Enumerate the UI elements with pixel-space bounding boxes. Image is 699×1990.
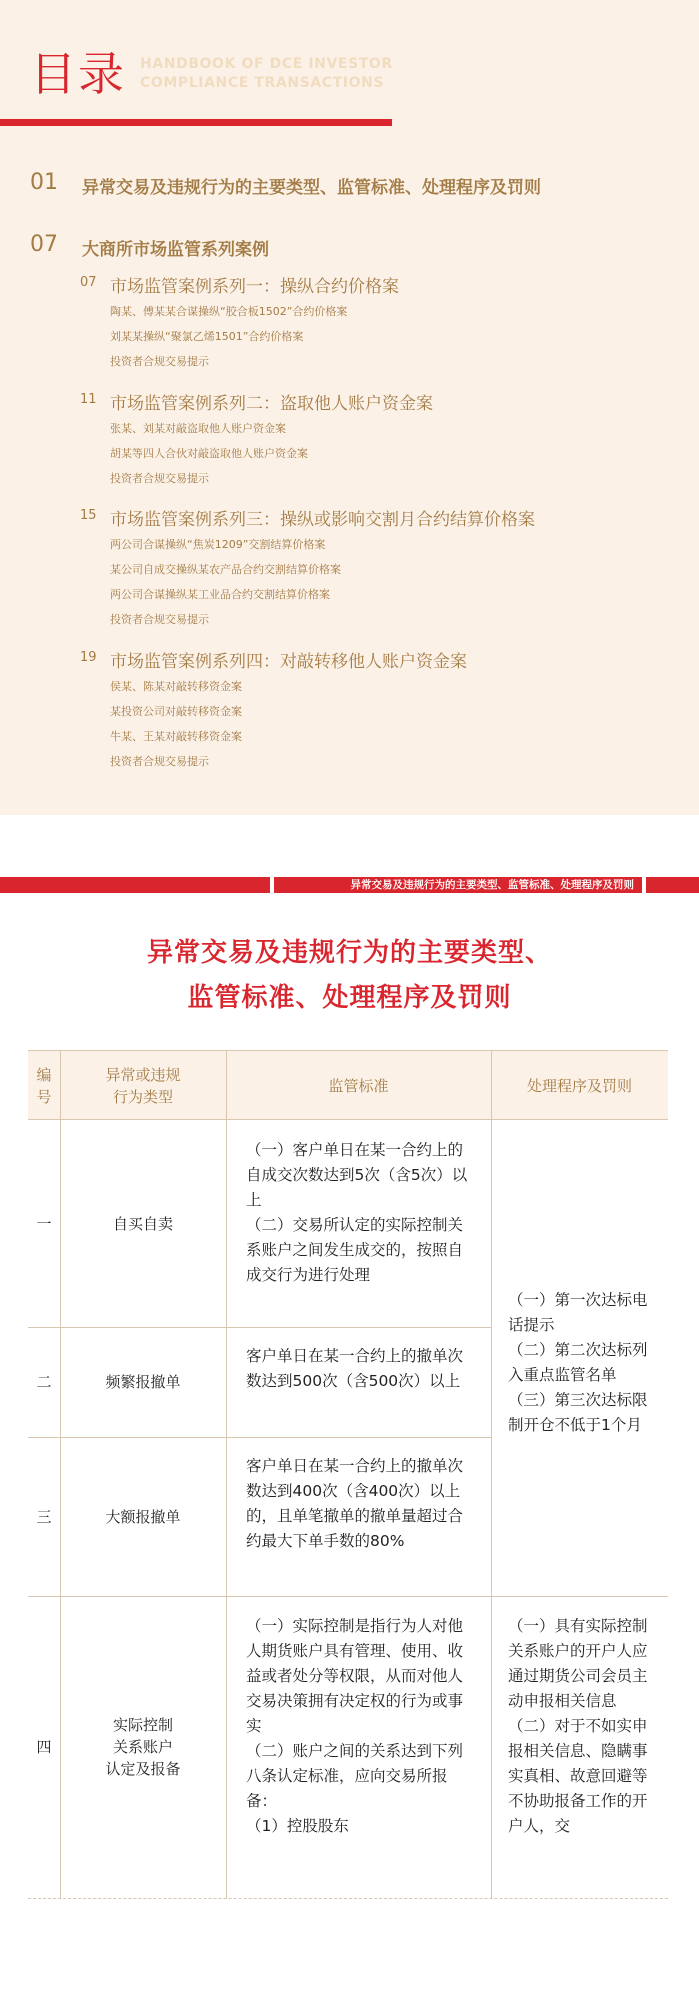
article-page	[0, 815, 699, 1990]
table-bottom-divider	[28, 1898, 668, 1899]
toc-subtitle-line2: COMPLIANCE TRANSACTIONS	[140, 75, 385, 91]
row-type: 自买自卖	[112, 1214, 173, 1233]
toc-section-number: 07	[30, 232, 58, 257]
toc-group-page: 07	[80, 275, 97, 290]
row-type: 实际控制 关系账户 认定及报备	[105, 1716, 181, 1778]
toc-item[interactable]: 投资者合规交易提示	[110, 355, 209, 368]
toc-group-title: 市场监管案例系列一：操纵合约价格案	[110, 277, 399, 297]
row-standard: （一）客户单日在某一合约上的自成交次数达到5次（含5次）以上 （二）交易所认定的实际控制关系账户之间发生成交的，按照自成交行为进行处理	[246, 1141, 468, 1284]
row-standard: （一）实际控制是指行为人对他人期货账户具有管理、使用、收益或者处分等权限，从而对他人交易决策拥有决定权的行为或事实 （二）账户之间的关系达到下列八条认定标准，应向交易所报备： （1）控股股东	[246, 1617, 464, 1835]
toc-group-title: 市场监管案例系列二：盗取他人账户资金案	[110, 394, 433, 414]
toc-group-page: 15	[80, 508, 97, 523]
toc-group-title: 市场监管案例系列四：对敲转移他人账户资金案	[110, 652, 467, 672]
toc-item[interactable]: 陶某、傅某某合谋操纵“胶合板1502”合约价格案	[110, 305, 348, 318]
toc-group-title: 市场监管案例系列三：操纵或影响交割月合约结算价格案	[110, 510, 535, 530]
toc-section-title: 异常交易及违规行为的主要类型、监管标准、处理程序及罚则	[82, 178, 541, 198]
toc-item[interactable]: 侯某、陈某对敲转移资金案	[110, 680, 242, 693]
article-title-line1: 异常交易及违规行为的主要类型、	[146, 938, 552, 968]
toc-subtitle-line1: HANDBOOK OF DCE INVESTOR	[140, 56, 393, 72]
header-bar-left	[0, 877, 270, 893]
header-bar-title: 异常交易及违规行为的主要类型、监管标准、处理程序及罚则	[274, 877, 642, 893]
column-header-penalty: 处理程序及罚则	[526, 1077, 632, 1095]
shared-penalty: （一）第一次达标电话提示 （二）第二次达标列入重点监管名单 （三）第三次达标限制开仓不低于1个月	[508, 1291, 648, 1434]
column-header-type: 异常或违规 行为类型	[105, 1066, 181, 1106]
row-type: 频繁报撤单	[105, 1373, 181, 1391]
table-column-divider	[491, 1050, 492, 1898]
row-number: 二	[36, 1373, 52, 1391]
row-number: 四	[36, 1738, 52, 1756]
toc-title: 目录	[30, 47, 126, 101]
toc-item[interactable]: 某公司自成交操纵某农产品合约交割结算价格案	[110, 563, 341, 576]
toc-item[interactable]: 牛某、王某对敲转移资金案	[110, 730, 242, 743]
toc-item[interactable]: 投资者合规交易提示	[110, 613, 209, 626]
row-number: 三	[36, 1507, 52, 1526]
column-header-number: 编 号	[36, 1066, 52, 1106]
row-standard: 客户单日在某一合约上的撤单次数达到500次（含500次）以上	[246, 1347, 464, 1390]
table-column-divider	[226, 1050, 227, 1898]
toc-item[interactable]: 投资者合规交易提示	[110, 755, 209, 768]
toc-item[interactable]: 胡某等四人合伙对敲盗取他人账户资金案	[110, 447, 308, 460]
row-penalty: （一）具有实际控制关系账户的开户人应通过期货公司会员主动申报相关信息 （二）对于不如实申报相关信息、隐瞒事实真相、故意回避等不协助报备工作的开户人，交	[508, 1617, 648, 1835]
header-bar-right	[646, 877, 699, 893]
table-header-row	[28, 1050, 668, 1120]
row-type: 大额报撤单	[105, 1507, 181, 1526]
toc-section-number: 01	[30, 170, 58, 195]
toc-item[interactable]: 某投资公司对敲转移资金案	[110, 705, 242, 718]
toc-item[interactable]: 两公司合谋操纵“焦炭1209”交割结算价格案	[110, 538, 326, 551]
article-title-line2: 监管标准、处理程序及罚则	[187, 983, 512, 1013]
toc-page	[0, 0, 699, 815]
toc-item[interactable]: 投资者合规交易提示	[110, 472, 209, 485]
column-header-standard: 监管标准	[328, 1077, 389, 1095]
regulation-table	[28, 1050, 668, 1898]
toc-divider	[0, 119, 392, 126]
toc-subtitle	[140, 55, 393, 93]
toc-group-page: 19	[80, 650, 97, 665]
row-number: 一	[36, 1214, 52, 1233]
toc-section-title: 大商所市场监管系列案例	[82, 240, 269, 260]
toc-item[interactable]: 张某、刘某对敲盗取他人账户资金案	[110, 422, 286, 435]
toc-item[interactable]: 刘某某操纵“聚氯乙烯1501”合约价格案	[110, 330, 304, 343]
toc-group-page: 11	[80, 392, 97, 407]
toc-item[interactable]: 两公司合谋操纵某工业品合约交割结算价格案	[110, 588, 330, 601]
row-standard: 客户单日在某一合约上的撤单次数达到400次（含400次）以上的，且单笔撤单的撤单量超过合约最大下单手数的80%	[246, 1457, 464, 1550]
